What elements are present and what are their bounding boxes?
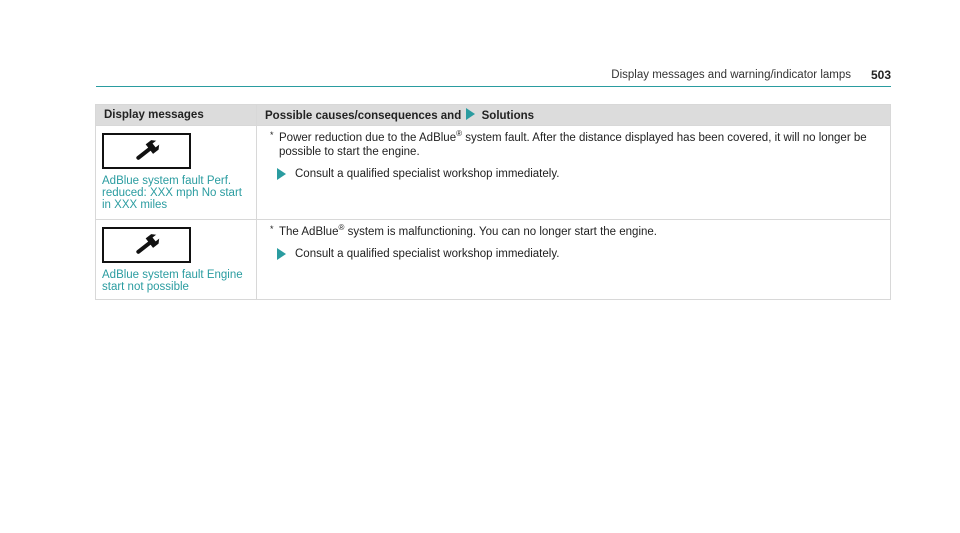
display-message-text: AdBlue system fault Engine start not possible — [102, 269, 243, 293]
causes-header-label: Possible causes/consequences and — [265, 110, 462, 122]
header-title: Display messages and warning/indicator lamps — [611, 69, 851, 81]
cause-text — [270, 223, 882, 239]
cause-text-part: system is malfunctioning. You can no longer start the engine. — [344, 226, 657, 238]
solution-text: Consult a qualified specialist workshop immediately. — [295, 168, 560, 180]
cause-text — [270, 129, 882, 159]
display-message-text: AdBlue system fault Perf. reduced: XXX mph No start in XXX miles — [102, 175, 242, 211]
registered-mark: ® — [456, 129, 462, 139]
cause-solution-cell — [257, 220, 891, 300]
play-arrow-icon — [277, 168, 286, 180]
cause-solution-cell — [257, 126, 891, 220]
solutions-header-label: Solutions — [481, 110, 535, 122]
message-cell — [96, 126, 257, 220]
cause-text-part: system fault. After the distance displayed has been covered, it will no longer be possible to start the engine. — [279, 132, 867, 158]
display-messages-table — [95, 104, 891, 300]
column-header-display-messages: Display messages — [96, 105, 257, 126]
table-header-row — [96, 105, 891, 126]
play-arrow-icon — [277, 248, 286, 260]
solution-step — [279, 247, 882, 261]
table-row — [96, 220, 891, 300]
solution-text: Consult a qualified specialist workshop immediately. — [295, 248, 560, 260]
wrench-icon — [102, 227, 191, 263]
page-header — [96, 66, 891, 87]
footnote-marker: * — [270, 224, 274, 234]
footnote-marker: * — [270, 130, 274, 140]
message-cell — [96, 220, 257, 300]
registered-mark: ® — [338, 223, 345, 233]
wrench-icon — [102, 133, 191, 169]
solution-step — [279, 167, 882, 181]
cause-text-part: The AdBlue — [279, 226, 339, 238]
page-number: 503 — [870, 68, 891, 82]
cause-text-part: Power reduction due to the AdBlue — [279, 132, 457, 144]
play-arrow-icon — [466, 108, 475, 120]
column-header-causes-solutions — [257, 105, 891, 126]
table-row — [96, 126, 891, 220]
